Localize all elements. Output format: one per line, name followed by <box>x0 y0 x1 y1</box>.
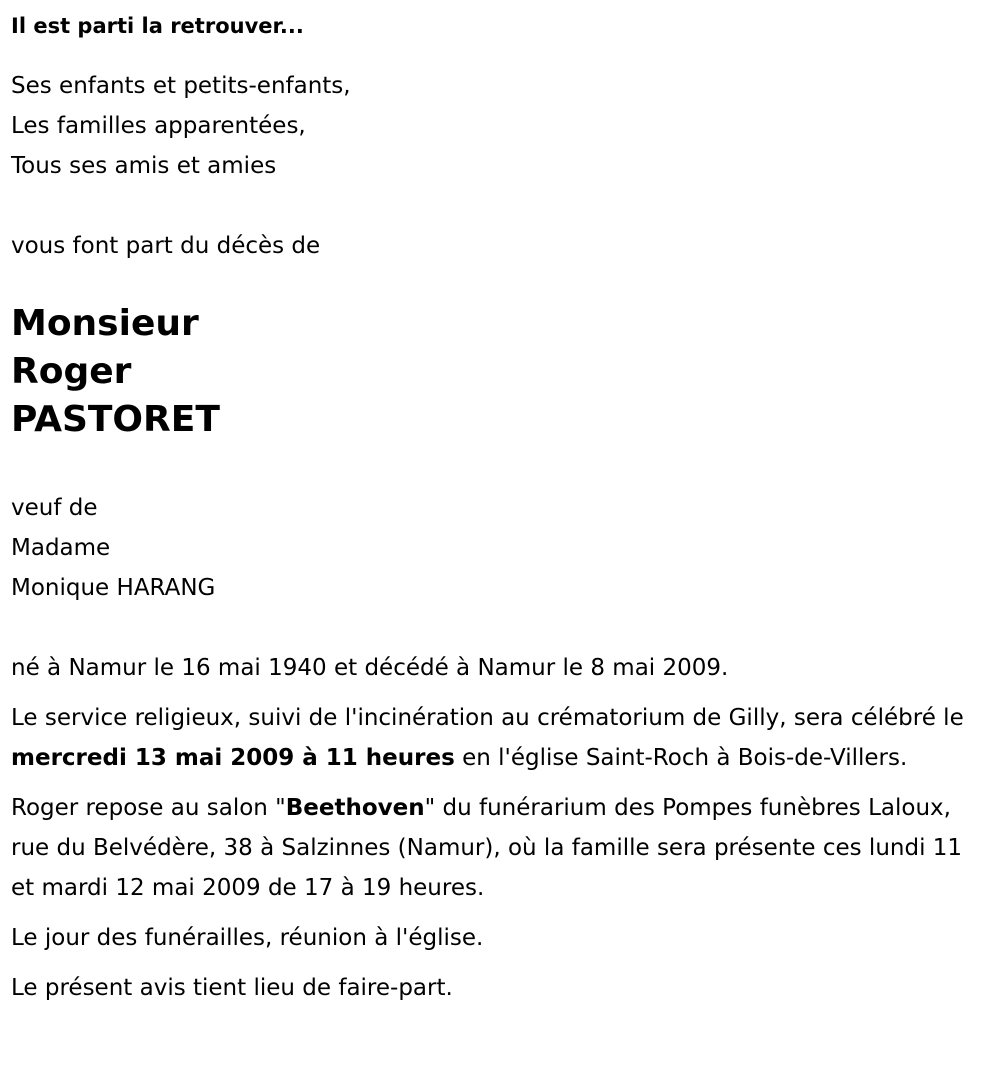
service-date: mercredi 13 mai 2009 à 11 heures <box>11 745 455 771</box>
family-line-friends: Tous ses amis et amies <box>11 153 277 179</box>
intro-line: Il est parti la retrouver... <box>11 14 304 38</box>
spouse-block <box>11 488 1000 608</box>
family-line-children: Ses enfants et petits-enfants, <box>11 73 351 99</box>
deceased-first-name: Roger <box>11 351 132 392</box>
service-text-after: en l'église Saint-Roch à Bois-de-Villers. <box>454 745 908 771</box>
deceased-name-block <box>11 300 1000 444</box>
announce-line: vous font part du décès de <box>11 233 321 259</box>
spouse-name: Monique HARANG <box>11 575 216 601</box>
spouse-relation: veuf de <box>11 495 98 521</box>
family-block <box>11 66 1000 186</box>
service-paragraph <box>11 698 991 778</box>
deceased-last-name: PASTORET <box>11 399 220 440</box>
rest-text-after: " du funérarium des Pompes funèbres Laloux, rue du Belvédère, 38 à Salzinnes (Namur), où la famille sera présente ces lundi 11 et mardi 12 mai 2009 de 17 à 19 heures. <box>11 795 963 901</box>
salon-name: Beethoven <box>285 795 425 821</box>
notice-line: Le présent avis tient lieu de faire-part. <box>11 975 453 1001</box>
spouse-title: Madame <box>11 535 111 561</box>
deceased-title: Monsieur <box>11 303 199 344</box>
rest-paragraph <box>11 788 991 908</box>
rest-text-before: Roger repose au salon " <box>11 795 286 821</box>
family-line-relatives: Les familles apparentées, <box>11 113 306 139</box>
service-text-before: Le service religieux, suivi de l'incinération au crématorium de Gilly, sera célébré le <box>11 705 964 731</box>
birth-death-line: né à Namur le 16 mai 1940 et décédé à Namur le 8 mai 2009. <box>11 655 729 681</box>
funeral-day-line: Le jour des funérailles, réunion à l'église. <box>11 925 484 951</box>
